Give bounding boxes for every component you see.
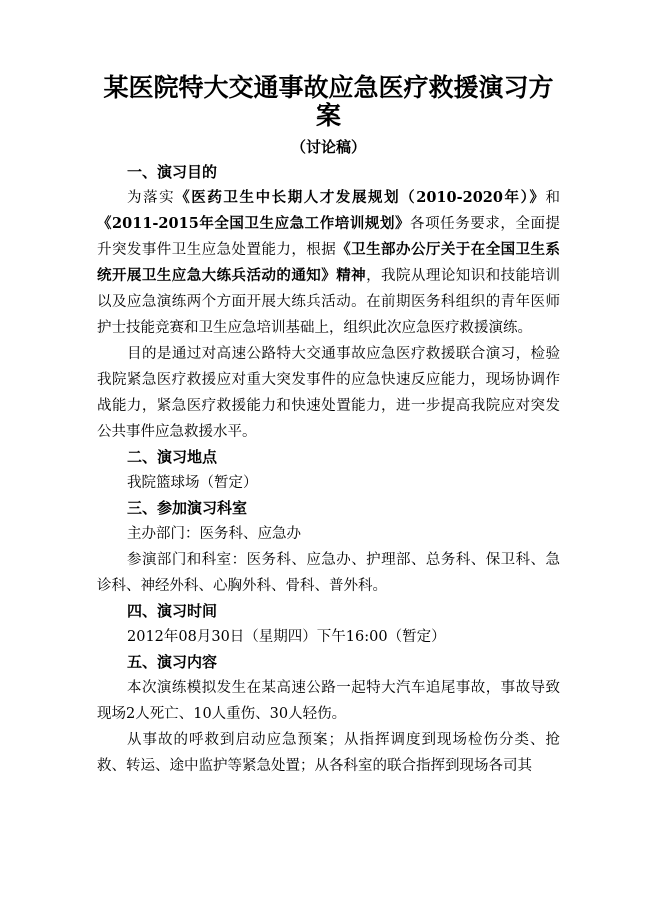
- section-2-text: 我院篮球场（暂定）: [127, 475, 258, 491]
- section-2-heading: 二、演习地点: [127, 448, 218, 466]
- section-3-participants: 参演部门和科室：医务科、应急办、护理部、总务科、保卫科、急诊科、神经外科、心胸外科、骨科、普外科。: [97, 552, 560, 594]
- section-4-heading: 四、演习时间: [127, 602, 218, 620]
- document-title: [97, 74, 560, 130]
- p1-ref-3: 《卫生部办公厅关于在全国卫生系统开展卫生应急大练兵活动的通知》精神: [97, 241, 561, 284]
- p1-text-3: 各项任务要求，全面提升突发事件卫生应急处置能力，根据: [97, 216, 561, 258]
- p1-ref-1: 《医药卫生中长期人才发展规划（2010-2020年）》: [175, 189, 546, 206]
- title-line-2: 案: [315, 101, 341, 130]
- section-5-heading: 五、演习内容: [127, 653, 218, 671]
- p1-text-2: 和: [545, 190, 561, 206]
- p1-text-1: 为落实: [127, 190, 176, 206]
- section-1-paragraph-2: 目的是通过对高速公路特大交通事故应急医疗救援联合演习，检验我院紧急医疗救援应对重大突发事件的应急快速反应能力，现场协调作战能力，紧急医疗救援能力和快速处置能力，进一步提高我院应对突发公共事件应急救援水平。: [97, 346, 560, 440]
- section-5-paragraph-1: 本次演练模拟发生在某高速公路一起特大汽车追尾事故，事故导致现场2人死亡、10人重伤、30人轻伤。: [97, 680, 560, 722]
- section-3-host: 主办部门：医务科、应急办: [127, 526, 301, 542]
- p1-ref-2: 《2011-2015年全国卫生应急工作培训规划》: [97, 215, 411, 232]
- title-line-1: 某医院特大交通事故应急医疗救援演习方: [103, 73, 554, 102]
- p1-text-4: ，我院从理论知识和技能培训以及应急演练两个方面开展大练兵活动。在前期医务科组织的青年医师护士技能竞赛和卫生应急培训基础上，组织此次应急医疗救援演练。: [97, 268, 561, 336]
- section-1-heading: 一、演习目的: [127, 163, 218, 181]
- document-subtitle: （讨论稿）: [290, 138, 366, 156]
- section-4-text: 2012年08月30日（星期四）下午16:00（暂定）: [127, 629, 446, 645]
- section-5-paragraph-2: 从事故的呼救到启动应急预案；从指挥调度到现场检伤分类、抢救、转运、途中监护等紧急处置；从各科室的联合指挥到现场各司其: [97, 732, 560, 774]
- section-1-paragraph-1: [97, 185, 560, 341]
- section-3-heading: 三、参加演习科室: [127, 499, 248, 517]
